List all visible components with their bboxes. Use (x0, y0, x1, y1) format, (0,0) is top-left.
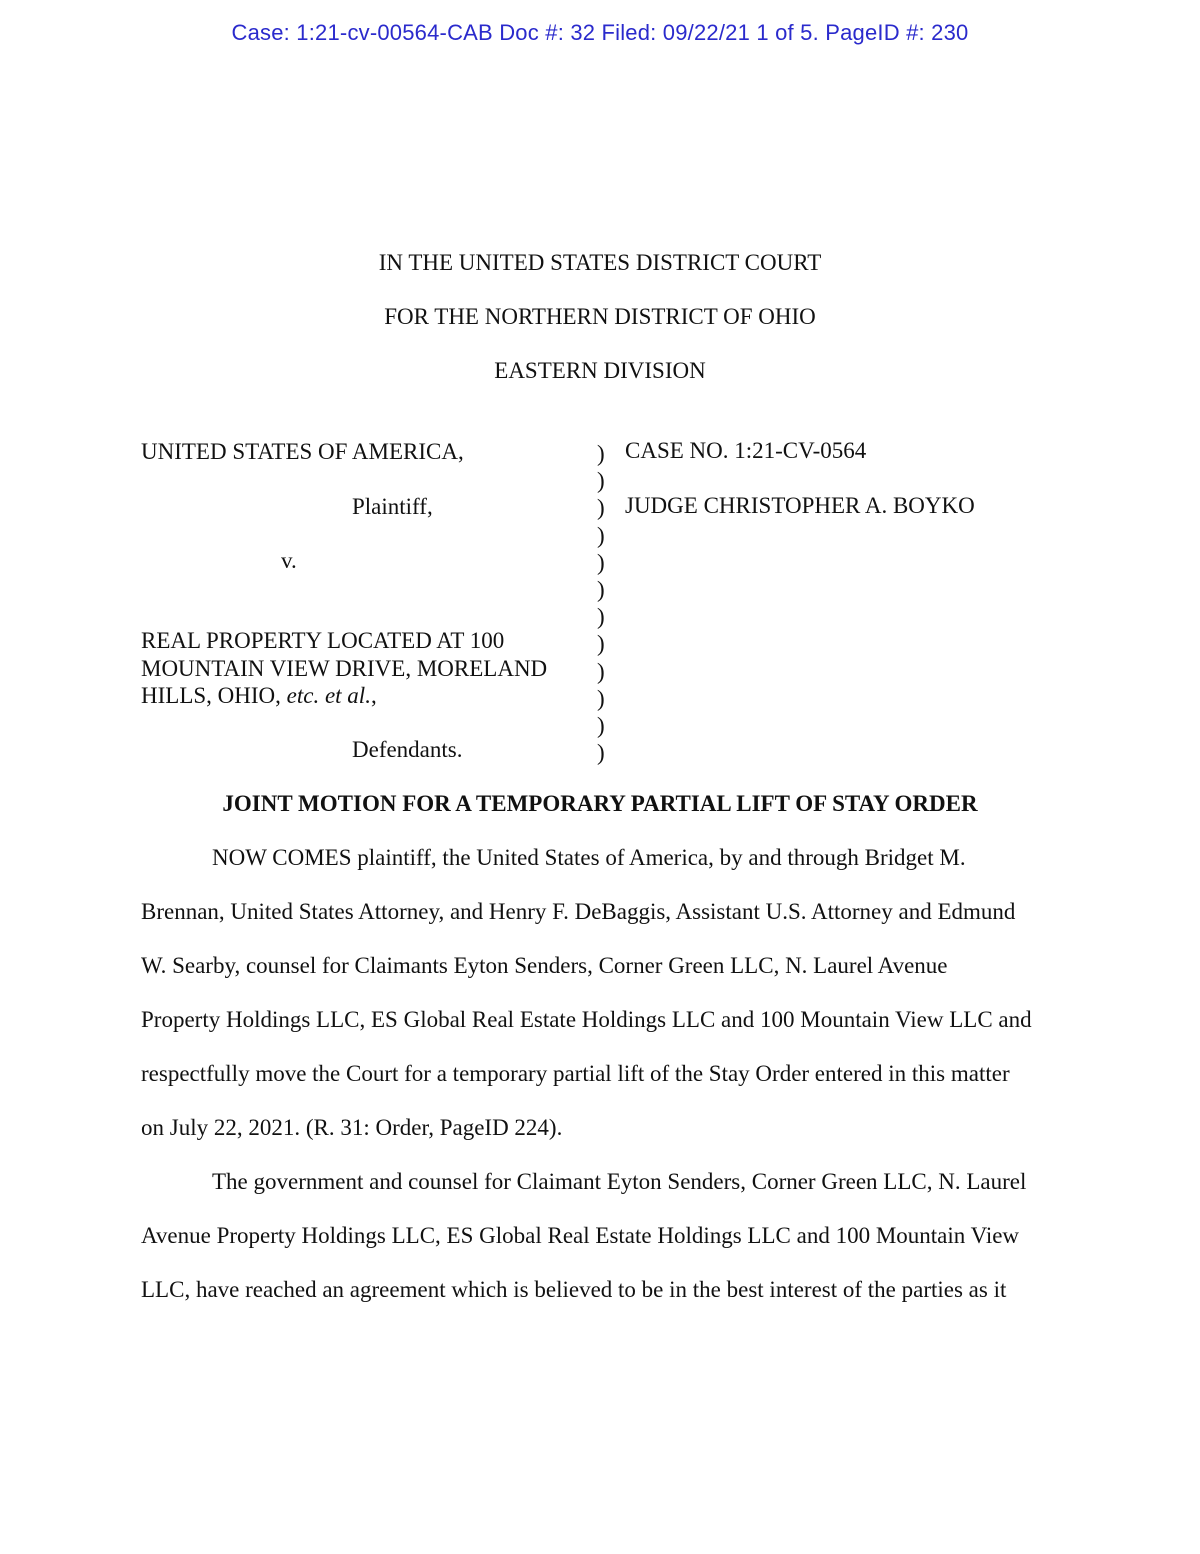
caption-paren: ) (597, 712, 605, 738)
court-name: IN THE UNITED STATES DISTRICT COURT (378, 250, 822, 275)
court-division: EASTERN DIVISION (494, 358, 706, 383)
defendant-role: Defendants. (352, 737, 463, 762)
paragraph-line: on July 22, 2021. (R. 31: Order, PageID 224). (141, 1115, 563, 1140)
plaintiff-name: UNITED STATES OF AMERICA, (141, 439, 464, 464)
plaintiff-role: Plaintiff, (352, 494, 433, 519)
paragraph-line: Brennan, United States Attorney, and Henry F. DeBaggis, Assistant U.S. Attorney and Edmund (141, 899, 1016, 924)
paragraph-line: The government and counsel for Claimant Eyton Senders, Corner Green LLC, N. Laurel (212, 1169, 1027, 1194)
judge-name: JUDGE CHRISTOPHER A. BOYKO (625, 493, 975, 518)
caption-paren: ) (597, 468, 605, 494)
defendant-line-3-prefix: HILLS, OHIO, (141, 683, 287, 708)
caption-paren-column (597, 440, 605, 766)
caption-paren: ) (597, 495, 605, 521)
defendant-line-2: MOUNTAIN VIEW DRIVE, MORELAND (141, 656, 548, 681)
ecf-header-stamp: Case: 1:21-cv-00564-CAB Doc #: 32 Filed: 09/22/21 1 of 5. PageID #: 230 (231, 20, 969, 45)
caption-paren: ) (597, 522, 605, 548)
caption-paren: ) (597, 658, 605, 684)
case-number: CASE NO. 1:21-CV-0564 (625, 438, 867, 463)
caption-paren: ) (597, 576, 605, 602)
paragraph-line: Avenue Property Holdings LLC, ES Global Real Estate Holdings LLC and 100 Mountain View (141, 1223, 1020, 1248)
motion-title: JOINT MOTION FOR A TEMPORARY PARTIAL LIFT OF STAY ORDER (222, 791, 978, 816)
paragraph-line: NOW COMES plaintiff, the United States of America, by and through Bridget M. (212, 845, 966, 870)
caption-paren: ) (597, 631, 605, 657)
versus: v. (281, 548, 297, 573)
paragraph-line: W. Searby, counsel for Claimants Eyton Senders, Corner Green LLC, N. Laurel Avenue (141, 953, 948, 978)
paragraph-line: LLC, have reached an agreement which is believed to be in the best interest of the parties as it (141, 1277, 1007, 1302)
caption-paren: ) (597, 549, 605, 575)
paragraph-line: respectfully move the Court for a temporary partial lift of the Stay Order entered in this matter (141, 1061, 1010, 1086)
defendant-line-3-italic: etc. et al. (286, 683, 371, 708)
defendant-line-3 (141, 682, 377, 710)
defendant-line-3-suffix: , (370, 683, 377, 708)
defendant-line-1: REAL PROPERTY LOCATED AT 100 (141, 628, 505, 653)
caption-paren: ) (597, 740, 605, 766)
court-district: FOR THE NORTHERN DISTRICT OF OHIO (384, 304, 816, 329)
caption-paren: ) (597, 441, 605, 466)
caption-paren: ) (597, 604, 605, 630)
paragraph-line: Property Holdings LLC, ES Global Real Estate Holdings LLC and 100 Mountain View LLC and (141, 1007, 1032, 1032)
caption-paren: ) (597, 685, 605, 711)
